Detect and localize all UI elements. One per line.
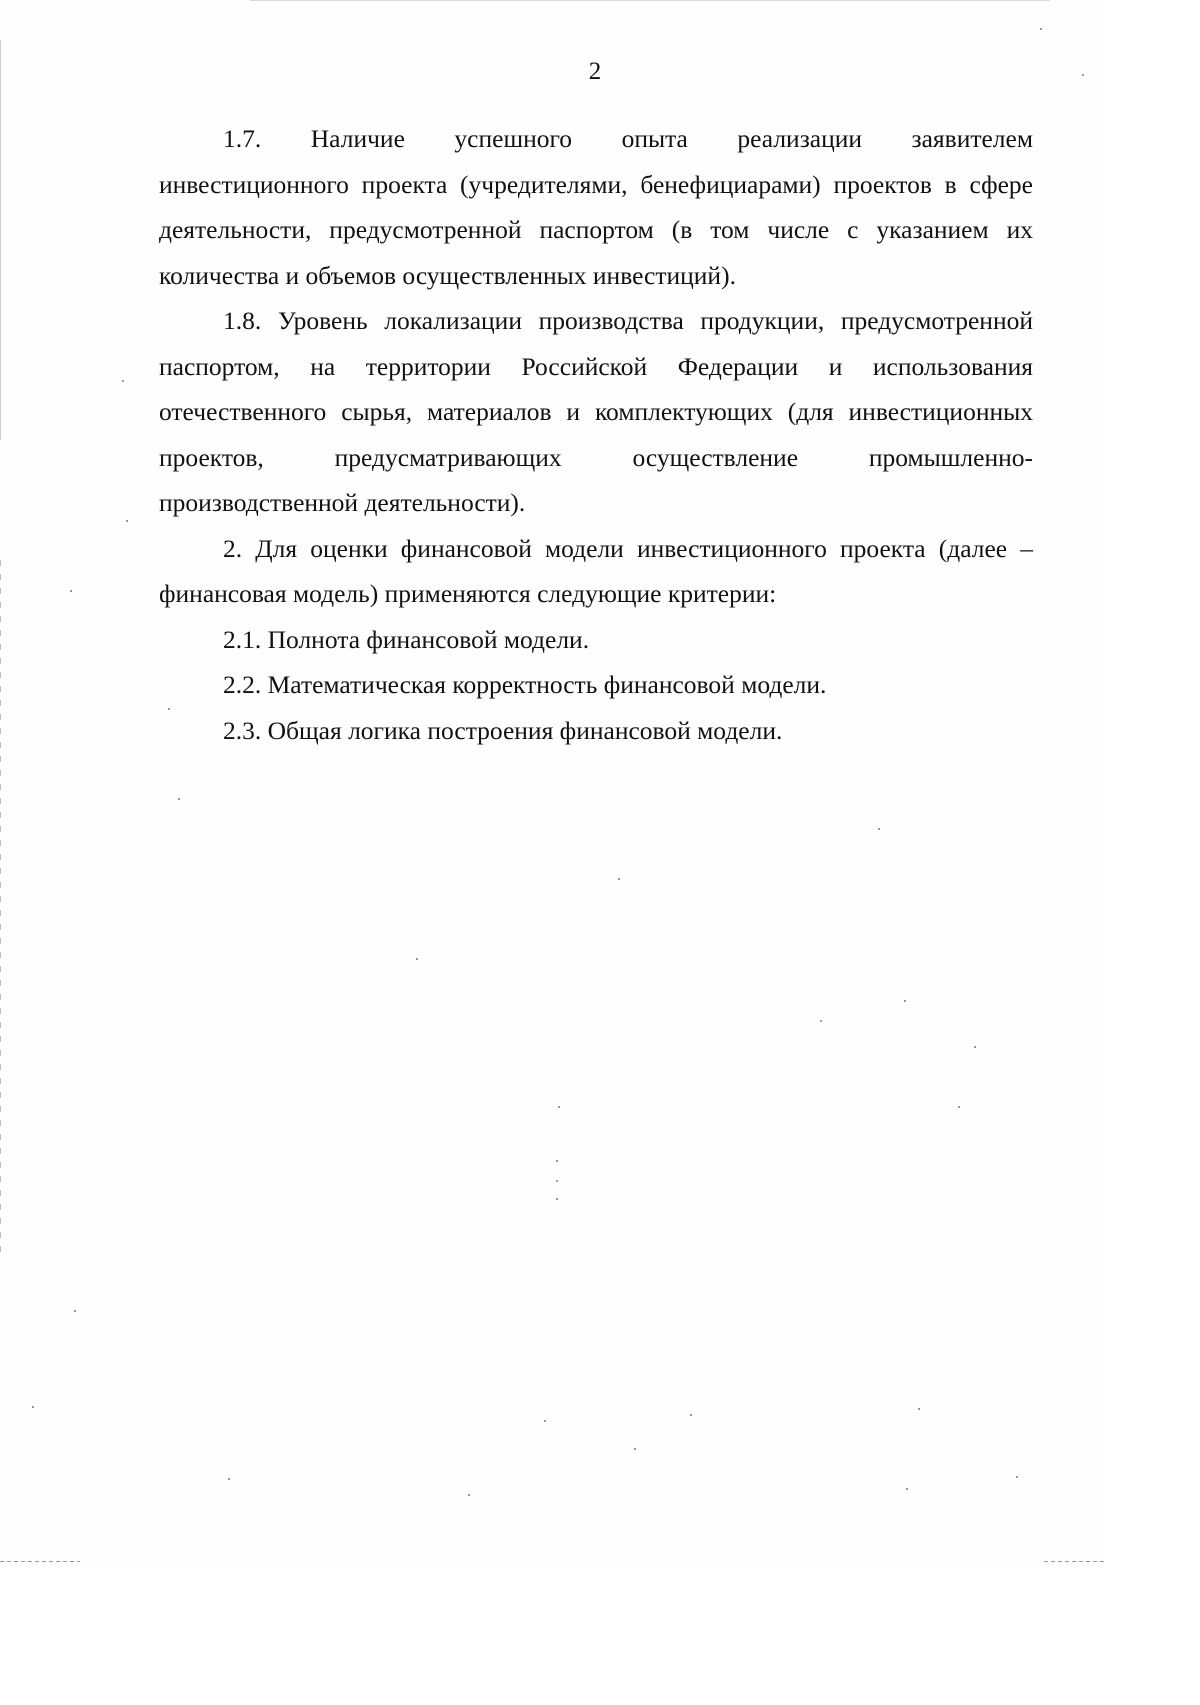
paragraph-2-2: 2.2. Математическая корректность финансовой модели. [223,670,827,699]
scan-speck [70,590,72,592]
paragraph-line: финансовая модель) применяются следующие критерии: [159,579,777,608]
paragraph-line: количества и объемов осуществленных инвестиций). [159,260,736,290]
scan-speck [1040,28,1042,30]
scan-speck [690,1414,692,1416]
scan-speck [634,1448,636,1450]
paragraph-line: проектов, предусматривающих осуществление промышленно- [159,442,1033,472]
scan-edge-bottom-right [1044,1561,1104,1562]
scan-speck [126,520,128,522]
paragraph-line: деятельности, предусмотренной паспортом (в том числе с указанием их [159,215,1033,244]
scan-speck [878,828,880,830]
scan-speck [556,1160,558,1162]
scan-speck [958,1106,960,1108]
scan-edge-top [250,0,1050,1]
paragraph-line: 1.8. Уровень локализации производства продукции, предусмотренной [223,306,1033,335]
scan-speck [74,1310,76,1312]
scan-speck [904,1000,906,1002]
scan-speck [178,798,180,800]
document-body [159,116,1033,753]
scan-speck [906,1488,908,1490]
paragraph-1-7 [159,116,1033,298]
paragraph-2-3: 2.3. Общая логика построения финансовой модели. [223,715,783,745]
scan-speck [122,380,124,382]
paragraph-line: отечественного сырья, материалов и комплектующих (для инвестиционных [159,397,1033,426]
scan-speck [556,1198,558,1200]
page-number: 2 [588,58,602,85]
scan-edge-bottom-left [0,1561,80,1562]
scan-speck [974,1046,976,1048]
scan-edge-left-upper [0,40,1,440]
paragraph-line: 2. Для оценки финансовой модели инвестиционного проекта (далее – [223,533,1033,563]
scan-speck [32,1406,34,1408]
paragraph-line: 1.7. Наличие успешного опыта реализации заявителем [223,124,1033,153]
scan-speck [558,1106,560,1108]
scan-speck [556,1180,558,1182]
paragraph-line: производственной деятельности). [159,488,526,517]
paragraph-1-8 [159,298,1033,526]
scan-speck [618,878,620,880]
scan-speck [468,1494,470,1496]
scan-speck [416,958,418,960]
scan-speck [1016,1476,1018,1478]
scan-speck [544,1420,546,1422]
paragraph-2-1: 2.1. Полнота финансовой модели. [223,624,590,654]
scan-speck [918,1408,920,1410]
scan-edge-left [0,560,1,1260]
paragraph-2 [159,526,1033,617]
scan-speck [228,1478,230,1480]
scan-speck [820,1020,822,1022]
paragraph-line: паспортом, на территории Российской Федерации и использования [159,351,1033,381]
paragraph-line: инвестиционного проекта (учредителями, бенефициарами) проектов в сфере [159,169,1033,199]
